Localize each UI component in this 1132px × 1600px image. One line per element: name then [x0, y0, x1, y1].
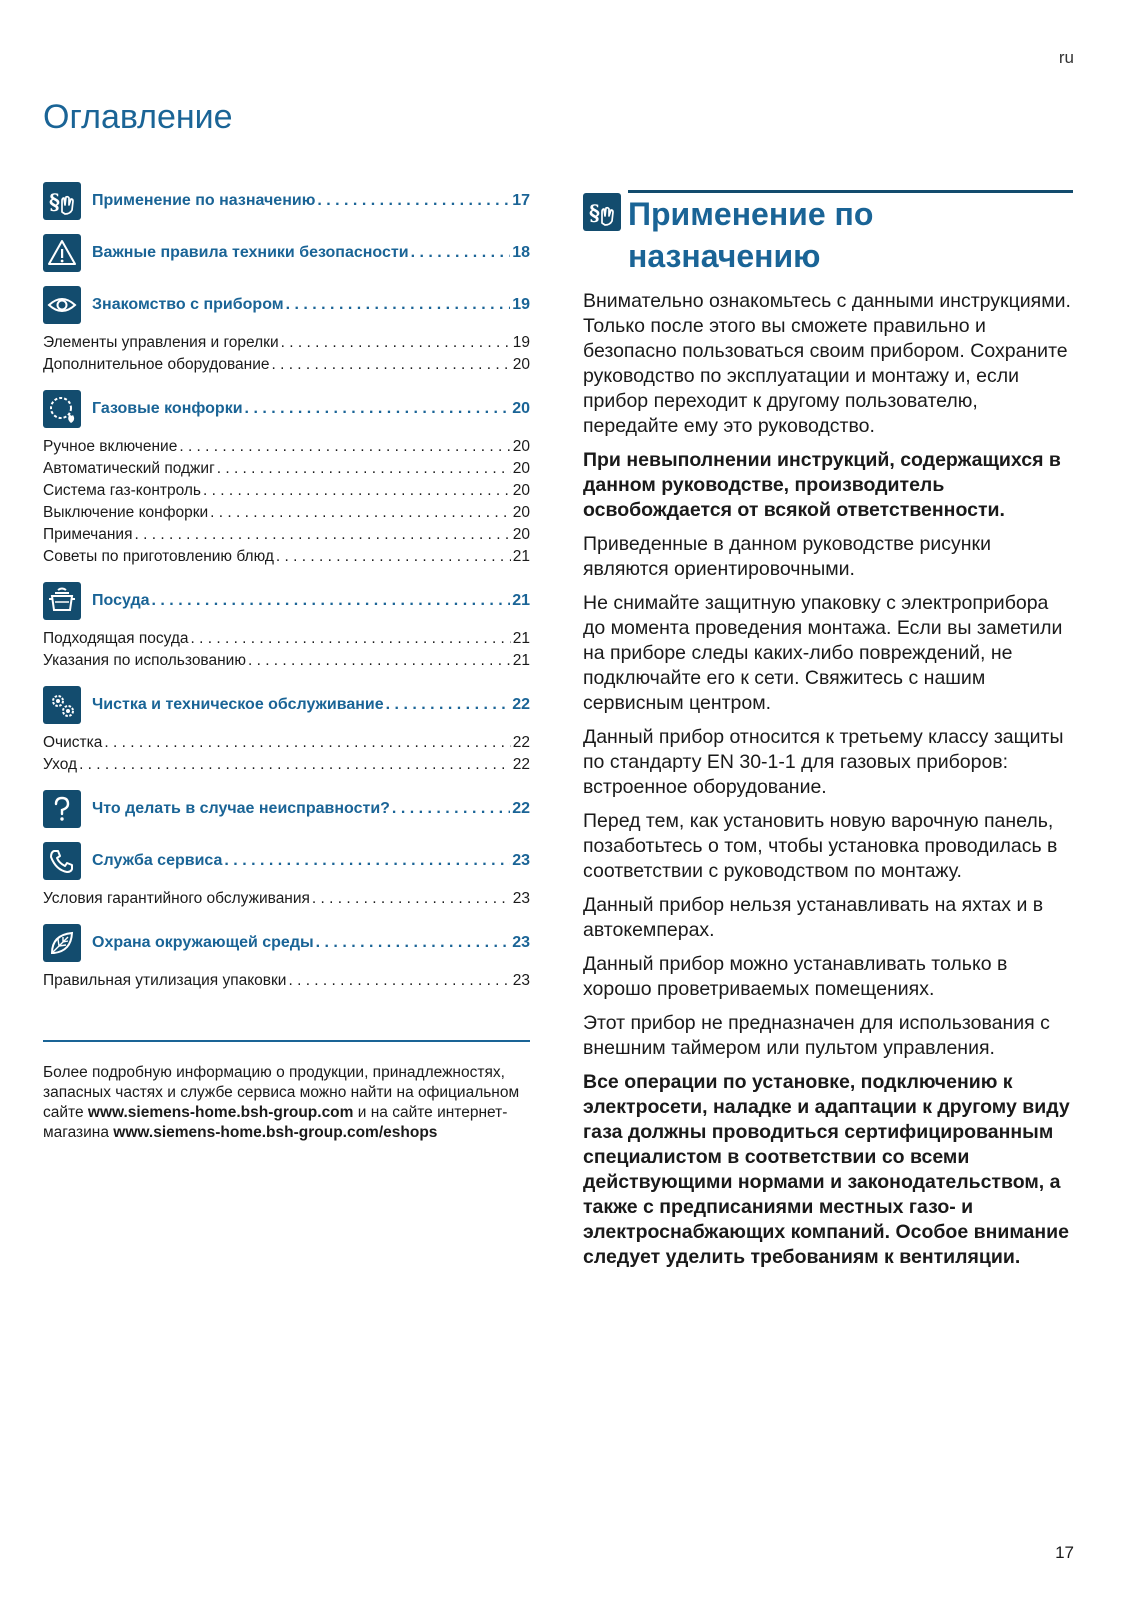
toc-subentry[interactable] — [43, 888, 530, 910]
toc-page-number: 20 — [512, 482, 530, 499]
toc-subentry[interactable] — [43, 546, 530, 568]
dot-leader — [392, 800, 510, 818]
dot-leader — [281, 332, 511, 354]
toc-label: Ручное включение — [43, 438, 178, 455]
divider — [43, 1040, 530, 1042]
toc-page-number: 18 — [512, 244, 530, 261]
toc-subentry[interactable] — [43, 502, 530, 524]
toc-label: Выключение конфорки — [43, 504, 209, 521]
toc-page-number: 20 — [512, 438, 530, 455]
toc-page-number: 21 — [512, 548, 530, 565]
toc-page-number: 21 — [512, 652, 530, 669]
section-intended-use — [583, 190, 1073, 1279]
toc-section[interactable] — [43, 286, 530, 324]
dot-leader — [271, 354, 510, 376]
dot-leader — [317, 192, 510, 210]
svg-text:§: § — [49, 189, 60, 214]
toc-subentry[interactable] — [43, 628, 530, 650]
toc-label: Служба сервиса — [92, 852, 223, 869]
toc-label: Очистка — [43, 734, 103, 751]
toc-page-number: 19 — [512, 334, 530, 351]
toc-page-number: 20 — [512, 400, 530, 417]
dot-leader — [191, 628, 511, 650]
toc-page-number: 22 — [512, 800, 530, 817]
language-code: ru — [1058, 48, 1074, 67]
info-text-2: и на сайте интернет-магазина — [43, 1104, 508, 1141]
toc-subentry[interactable] — [43, 732, 530, 754]
toc-label: Правильная утилизация упаковки — [43, 972, 287, 989]
toc-label: Знакомство с прибором — [92, 296, 284, 313]
toc-page-number: 23 — [512, 972, 530, 989]
dot-leader — [316, 934, 511, 952]
toc-label: Автоматический поджиг — [43, 460, 215, 477]
toc-label: Применение по назначению — [92, 192, 316, 209]
dot-leader — [286, 296, 511, 314]
toc-label: Система газ-контроль — [43, 482, 202, 499]
toc-page-number: 23 — [512, 852, 530, 869]
eshop-link[interactable]: www.siemens-home.bsh-group.com/eshops — [113, 1124, 438, 1141]
cookware-icon — [43, 582, 81, 620]
toc-page-number: 21 — [512, 592, 530, 609]
paragraph: Приведенные в данном руководстве рисунки являются ориентировочными. — [583, 533, 991, 580]
toc-page-number: 19 — [512, 296, 530, 313]
paragraph: Данный прибор можно устанавливать только в хорошо проветриваемых помещениях. — [583, 953, 1008, 1000]
dot-leader — [411, 244, 511, 262]
page-title: Оглавление — [43, 98, 233, 136]
leaf-icon — [43, 924, 81, 962]
website-link[interactable]: www.siemens-home.bsh-group.com — [87, 1104, 354, 1121]
eye-icon — [43, 286, 81, 324]
toc-page-number: 17 — [512, 192, 530, 209]
toc-page-number: 23 — [512, 890, 530, 907]
toc-label: Подходящая посуда — [43, 630, 189, 647]
toc-label: Газовые конфорки — [92, 400, 243, 417]
warning-icon — [43, 234, 81, 272]
toc-page-number: 20 — [512, 526, 530, 543]
paragraph: Данный прибор нельзя устанавливать на яхтах и в автокемперах. — [583, 894, 1044, 941]
toc-section[interactable] — [43, 582, 530, 620]
phone-icon — [43, 842, 81, 880]
dot-leader — [104, 732, 510, 754]
toc-section[interactable] — [43, 182, 530, 220]
toc-label: Примечания — [43, 526, 133, 543]
paragraph: Перед тем, как установить новую варочную панель, позаботьтесь о том, чтобы установка проводилась в соответствии с руководством по монтажу. — [583, 810, 1058, 882]
section-rule — [628, 190, 1073, 193]
toc-page-number: 20 — [512, 356, 530, 373]
info-text-1: Более подробную информацию о продукции, принадлежностях, запасных частях и службе сервиса можно найти на официальном сайте — [43, 1064, 520, 1121]
paragraph: Данный прибор относится к третьему классу защиты по стандарту EN 30-1-1 для газовых приборов: встроенное оборудование. — [583, 726, 1064, 798]
toc-section[interactable] — [43, 686, 530, 724]
toc-section[interactable] — [43, 234, 530, 272]
toc-section[interactable] — [43, 924, 530, 962]
dot-leader — [276, 546, 511, 568]
toc-page-number: 21 — [512, 630, 530, 647]
dot-leader — [210, 502, 511, 524]
toc-page-number: 20 — [512, 460, 530, 477]
toc-subentry[interactable] — [43, 970, 530, 992]
law-hand-icon — [583, 193, 621, 231]
dot-leader — [135, 524, 511, 546]
toc-subentry[interactable] — [43, 754, 530, 776]
page-number: 17 — [1055, 1543, 1074, 1562]
dot-leader — [152, 592, 511, 610]
toc-subentry[interactable] — [43, 524, 530, 546]
paragraph: Внимательно ознакомьтесь с данными инструкциями. Только после этого вы сможете правильно и безопасно пользоваться своим прибором. Сохраните руководство по эксплуатации и монтажу и, если прибор переходит к другому пользователю, передайте ему это руководство. — [583, 290, 1071, 437]
toc-subentry[interactable] — [43, 480, 530, 502]
dot-leader — [288, 970, 510, 992]
toc-subentry[interactable] — [43, 458, 530, 480]
toc-page-number: 20 — [512, 504, 530, 521]
gears-icon — [43, 686, 81, 724]
dot-leader — [312, 888, 511, 910]
question-icon — [43, 790, 81, 828]
toc-label: Охрана окружающей среды — [92, 934, 314, 951]
toc-page-number: 22 — [512, 756, 530, 773]
toc-label: Что делать в случае неисправности? — [92, 800, 390, 817]
toc-section[interactable] — [43, 842, 530, 880]
section-title: Применение по назначению — [628, 196, 874, 274]
law-hand-icon — [43, 182, 81, 220]
toc-label: Советы по приготовлению блюд — [43, 548, 274, 565]
toc-label: Дополнительное оборудование — [43, 356, 270, 373]
dot-leader — [245, 400, 511, 418]
toc-label: Указания по использованию — [43, 652, 246, 669]
section-body — [583, 289, 1073, 1270]
toc-label: Условия гарантийного обслуживания — [43, 890, 310, 907]
toc-subentry[interactable] — [43, 332, 530, 354]
dot-leader — [179, 436, 510, 458]
toc-label: Посуда — [92, 592, 150, 609]
toc-section[interactable] — [43, 790, 530, 828]
toc-label: Важные правила техники безопасности — [92, 244, 409, 261]
toc-subentry[interactable] — [43, 436, 530, 458]
paragraph: Не снимайте защитную упаковку с электроприбора до момента проведения монтажа. Если вы заметили на приборе следы каких-либо повреждений, не подключайте его к сети. Свяжитесь с нашим сервисным центром. — [583, 592, 1063, 714]
warning-paragraph: При невыполнении инструкций, содержащихся в данном руководстве, производитель освобождается от всякой ответственности. — [583, 449, 1061, 521]
toc-page-number: 22 — [512, 696, 530, 713]
toc-label: Элементы управления и горелки — [43, 334, 279, 351]
burner-flame-icon — [43, 390, 81, 428]
dot-leader — [248, 650, 511, 672]
dot-leader — [203, 480, 511, 502]
dot-leader — [79, 754, 511, 776]
dot-leader — [217, 458, 511, 480]
warning-paragraph: Все операции по установке, подключению к электросети, наладке и адаптации к другому виду газа должны проводиться сертифицированным специалистом в соответствии со всеми действующими нормами и законодательством, а также с предписаниями местных газо- и электроснабжающих компаний. Особое внимание следует уделить требованиям к вентиляции. — [583, 1071, 1070, 1268]
toc-label: Уход — [43, 756, 78, 773]
toc-label: Чистка и техническое обслуживание — [92, 696, 384, 713]
toc-section[interactable] — [43, 390, 530, 428]
dot-leader — [224, 852, 510, 870]
toc-subentry[interactable] — [43, 650, 530, 672]
paragraph: Этот прибор не предназначен для использования с внешним таймером или пультом управления. — [583, 1012, 1050, 1059]
toc-subentry[interactable] — [43, 354, 530, 376]
svg-text:§: § — [589, 200, 600, 225]
table-of-contents — [43, 182, 530, 992]
dot-leader — [386, 696, 511, 714]
toc-page-number: 23 — [512, 934, 530, 951]
info-note — [43, 1063, 530, 1143]
toc-page-number: 22 — [512, 734, 530, 751]
